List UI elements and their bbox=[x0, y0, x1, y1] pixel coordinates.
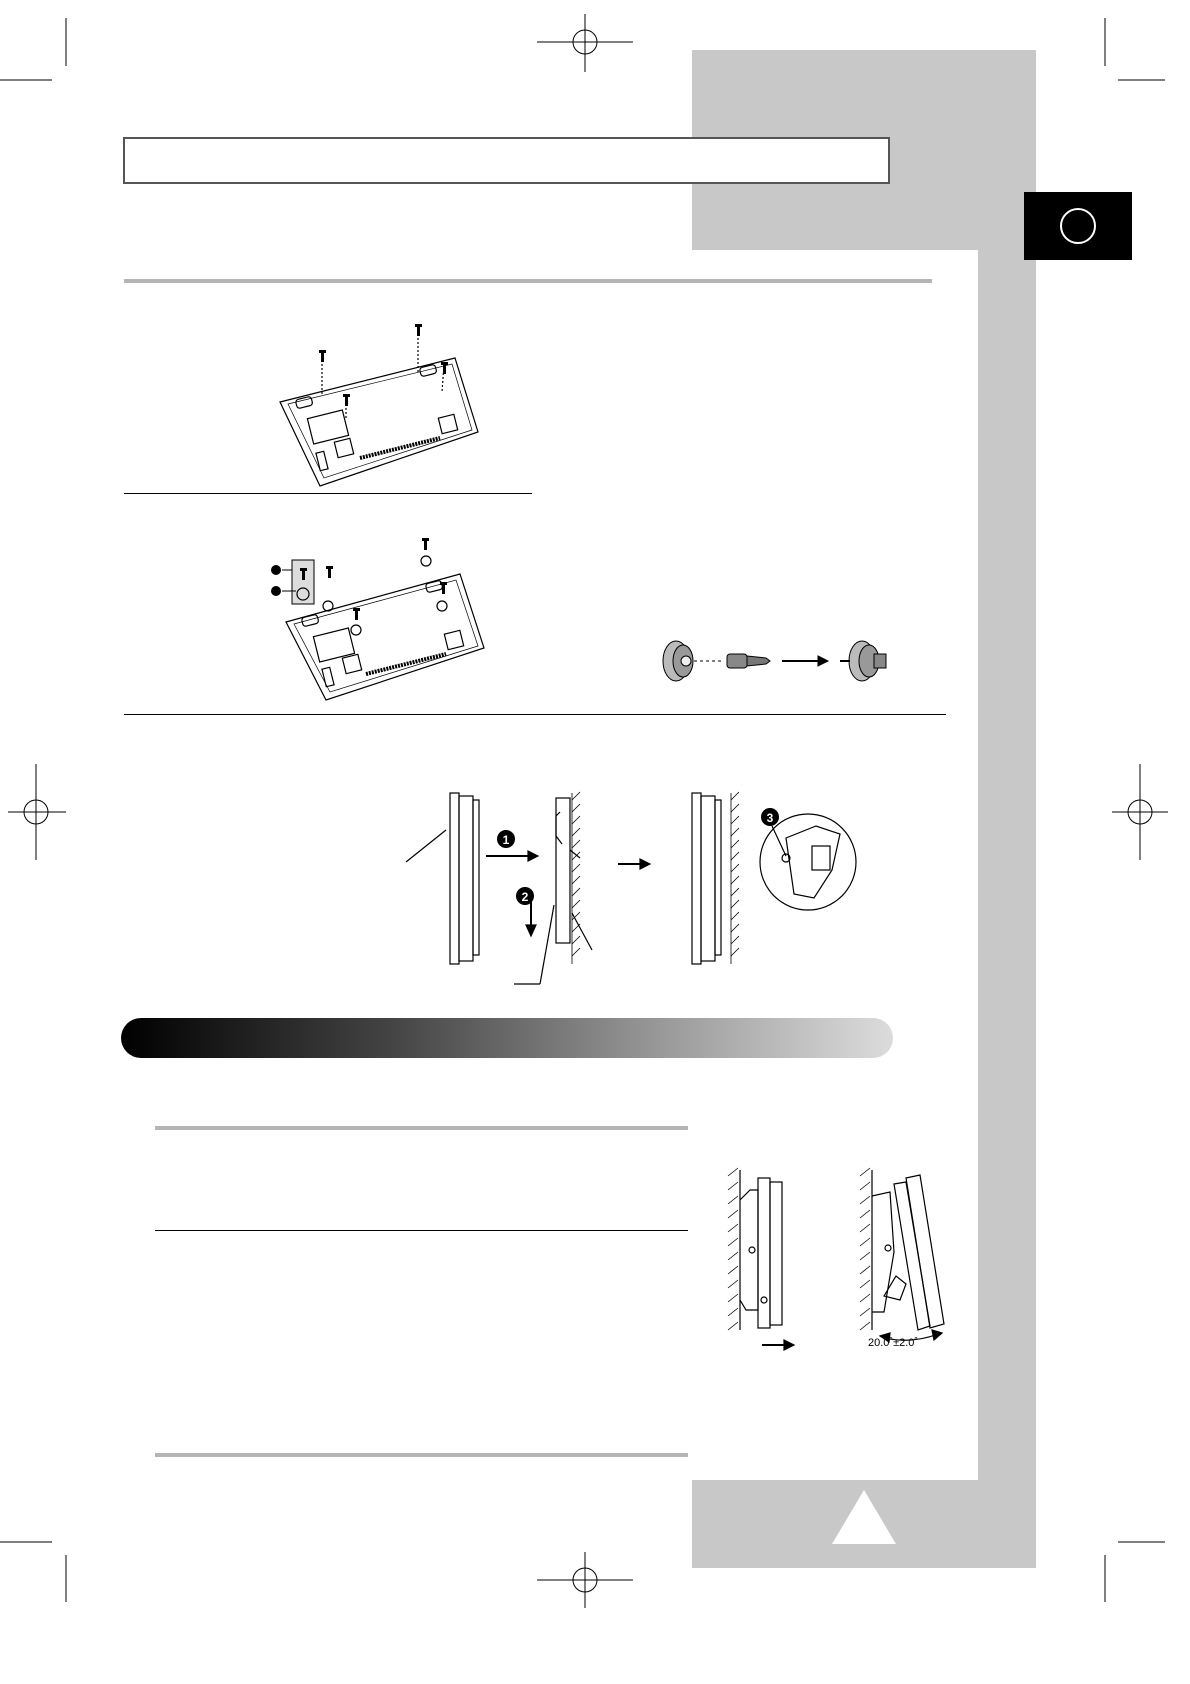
wall-hatch bbox=[572, 792, 739, 964]
screw-icon bbox=[300, 538, 447, 620]
step-marker-1 bbox=[271, 565, 281, 575]
step-marker-3-label: 3 bbox=[766, 811, 774, 825]
step-marker-2-label: 2 bbox=[521, 890, 529, 904]
registration-mark bbox=[537, 14, 633, 72]
crop-marks bbox=[0, 18, 1165, 1602]
tv-back-spacers-figure bbox=[286, 556, 484, 700]
wall-mount-hanging-figure bbox=[406, 793, 856, 984]
tilt-angle-caption: 20.0˚±2.0˚ bbox=[868, 1337, 919, 1349]
step-marker-2 bbox=[271, 586, 281, 596]
angle-adjust-figure bbox=[728, 1168, 944, 1350]
spacer-assembly-figure bbox=[663, 641, 886, 681]
registration-mark bbox=[537, 1552, 633, 1608]
registration-mark bbox=[8, 764, 66, 860]
step-marker-1-label: 1 bbox=[502, 833, 510, 847]
tv-back-screws-removed-figure bbox=[280, 330, 478, 486]
registration-mark bbox=[1112, 764, 1168, 860]
